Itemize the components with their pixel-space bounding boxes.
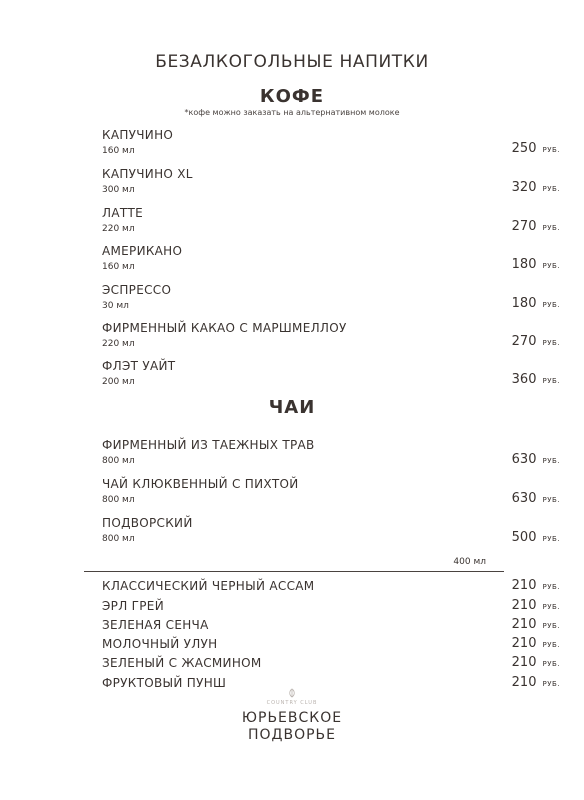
item-price: 630 РУБ. bbox=[511, 452, 560, 467]
item-price: 270 РУБ. bbox=[511, 219, 560, 234]
currency: РУБ. bbox=[542, 224, 560, 232]
item-name: КАПУЧИНО XL bbox=[102, 167, 193, 181]
item-name: ЧАЙ КЛЮКВЕННЫЙ С ПИХТОЙ bbox=[102, 477, 299, 491]
item-volume: 160 мл bbox=[102, 146, 135, 156]
item-price: 250 РУБ. bbox=[511, 141, 560, 156]
club-label: COUNTRY CLUB bbox=[266, 700, 318, 706]
currency: РУБ. bbox=[542, 603, 560, 611]
menu-row bbox=[102, 655, 560, 672]
item-volume: 160 мл bbox=[102, 262, 135, 272]
menu-row bbox=[102, 617, 560, 634]
currency: РУБ. bbox=[542, 262, 560, 270]
item-volume: 30 мл bbox=[102, 301, 129, 311]
item-price: 210 РУБ. bbox=[511, 675, 560, 690]
item-price: 180 РУБ. bbox=[511, 296, 560, 311]
item-name: ЗЕЛЕНАЯ СЕНЧА bbox=[102, 618, 209, 632]
item-price: 360 РУБ. bbox=[511, 372, 560, 387]
item-price: 210 РУБ. bbox=[511, 617, 560, 632]
page-title: БЕЗАЛКОГОЛЬНЫЕ НАПИТКИ bbox=[155, 52, 429, 72]
item-volume: 220 мл bbox=[102, 224, 135, 234]
item-name: ЭРЛ ГРЕЙ bbox=[102, 599, 164, 613]
currency: РУБ. bbox=[542, 535, 560, 543]
menu-item bbox=[102, 128, 560, 157]
item-name: МОЛОЧНЫЙ УЛУН bbox=[102, 637, 218, 651]
item-volume: 800 мл bbox=[102, 495, 135, 505]
item-price: 210 РУБ. bbox=[511, 578, 560, 593]
currency: РУБ. bbox=[542, 457, 560, 465]
menu-item bbox=[102, 283, 560, 312]
menu-item bbox=[102, 244, 560, 273]
currency: РУБ. bbox=[542, 583, 560, 591]
item-volume: 300 мл bbox=[102, 185, 135, 195]
brand-line-1: ЮРЬЕВСКОЕ bbox=[241, 710, 343, 726]
currency: РУБ. bbox=[542, 622, 560, 630]
menu-item bbox=[102, 477, 560, 506]
menu-item bbox=[102, 359, 560, 388]
leaf-icon bbox=[0, 688, 584, 700]
item-volume: 200 мл bbox=[102, 377, 135, 387]
coffee-section-title: КОФЕ bbox=[259, 86, 325, 107]
currency: РУБ. bbox=[542, 339, 560, 347]
item-name: ПОДВОРСКИЙ bbox=[102, 516, 193, 530]
item-name: КЛАССИЧЕСКИЙ ЧЕРНЫЙ АССАМ bbox=[102, 579, 315, 593]
currency: РУБ. bbox=[542, 496, 560, 504]
currency: РУБ. bbox=[542, 660, 560, 668]
divider bbox=[84, 571, 504, 572]
item-price: 630 РУБ. bbox=[511, 491, 560, 506]
volume-column-header: 400 мл bbox=[453, 557, 486, 567]
item-name: ФИРМЕННЫЙ ИЗ ТАЕЖНЫХ ТРАВ bbox=[102, 438, 315, 452]
item-price: 320 РУБ. bbox=[511, 180, 560, 195]
item-name: ФЛЭТ УАЙТ bbox=[102, 359, 176, 373]
item-price: 210 РУБ. bbox=[511, 636, 560, 651]
tea-section-title: ЧАИ bbox=[268, 397, 316, 418]
item-volume: 220 мл bbox=[102, 339, 135, 349]
currency: РУБ. bbox=[542, 301, 560, 309]
currency: РУБ. bbox=[542, 377, 560, 385]
item-name: АМЕРИКАНО bbox=[102, 244, 183, 258]
menu-row bbox=[102, 598, 560, 615]
item-price: 500 РУБ. bbox=[511, 530, 560, 545]
item-price: 210 РУБ. bbox=[511, 655, 560, 670]
brand-logo bbox=[0, 710, 584, 744]
item-name: ЭСПРЕССО bbox=[102, 283, 172, 297]
menu-item bbox=[102, 206, 560, 235]
item-name: КАПУЧИНО bbox=[102, 128, 174, 142]
item-name: ЗЕЛЕНЫЙ С ЖАСМИНОМ bbox=[102, 656, 262, 670]
item-name: ЛАТТЕ bbox=[102, 206, 143, 220]
menu-item bbox=[102, 516, 560, 545]
item-price: 210 РУБ. bbox=[511, 598, 560, 613]
currency: РУБ. bbox=[542, 146, 560, 154]
menu-row bbox=[102, 578, 560, 595]
item-price: 180 РУБ. bbox=[511, 257, 560, 272]
menu-row bbox=[102, 636, 560, 653]
item-name: ФИРМЕННЫЙ КАКАО С МАРШМЕЛЛОУ bbox=[102, 321, 347, 335]
currency: РУБ. bbox=[542, 680, 560, 688]
item-volume: 800 мл bbox=[102, 456, 135, 466]
alt-milk-note: *кофе можно заказать на альтернативном молоке bbox=[184, 108, 400, 117]
item-price: 270 РУБ. bbox=[511, 334, 560, 349]
currency: РУБ. bbox=[542, 185, 560, 193]
item-volume: 800 мл bbox=[102, 534, 135, 544]
item-name: ФРУКТОВЫЙ ПУНШ bbox=[102, 676, 227, 690]
brand-line-2: ПОДВОРЬЕ bbox=[247, 727, 336, 743]
menu-item bbox=[102, 321, 560, 350]
menu-item bbox=[102, 167, 560, 196]
currency: РУБ. bbox=[542, 641, 560, 649]
menu-item bbox=[102, 438, 560, 467]
